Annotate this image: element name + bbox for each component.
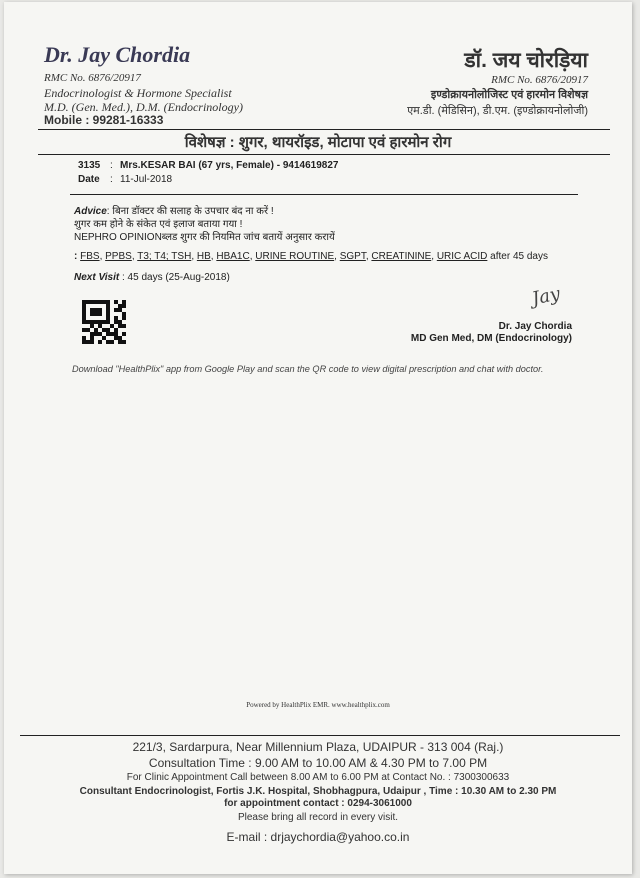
test-item: CREATININE — [371, 251, 432, 262]
specialty-banner: विशेषज्ञ : शुगर, थायरॉइड, मोटापा एवं हारमोन रोग — [184, 134, 452, 151]
signature-scribble: Jay — [530, 283, 563, 310]
patient-details — [120, 160, 338, 171]
doctor-name-hindi: डॉ. जय चोरड़िया — [464, 49, 588, 72]
tests-suffix: after 45 days — [490, 251, 548, 262]
qr-code-icon — [82, 300, 126, 344]
tests-line: : FBS, PPBS, T3; T4; TSH, HB, HBA1C, URINE ROUTINE, SGPT, CREATININE, URIC ACID after 45 days — [74, 251, 548, 262]
test-item: URIC ACID — [436, 251, 488, 262]
footer-appointment: For Clinic Appointment Call between 8.00 AM to 6.00 PM at Contact No. : 7300300633 — [126, 772, 510, 783]
doctor-name-english: Dr. Jay Chordia — [44, 42, 191, 67]
banner-divider — [38, 154, 610, 155]
download-note: Download "HealthPlix" app from Google Play and scan the QR code to view digital prescription and chat with doctor. — [72, 364, 544, 374]
next-visit-value: : 45 days (25-Aug-2018) — [121, 272, 230, 283]
patient-divider — [70, 194, 578, 195]
patient-name: Mrs.KESAR BAI (67 yrs, Female) - 9414619827 — [120, 160, 339, 171]
advice-label: Advice — [74, 206, 107, 217]
footer-consultation-time: Consultation Time : 9.00 AM to 10.00 AM & 4.30 PM to 7.00 PM — [148, 756, 488, 770]
rmc-number-english: RMC No. 6876/20917 — [44, 72, 141, 84]
footer-address: 221/3, Sardarpura, Near Millennium Plaza, UDAIPUR - 313 004 (Raj.) — [132, 740, 504, 754]
footer-hospital-contact: for appointment contact : 0294-3061000 — [224, 798, 412, 809]
footer-divider — [20, 735, 620, 736]
test-item: T3; T4; TSH — [137, 251, 192, 262]
header-divider — [38, 129, 610, 130]
test-item: SGPT — [339, 251, 366, 262]
test-item: URINE ROUTINE — [255, 251, 335, 262]
mobile-number: Mobile : 99281-16333 — [44, 113, 164, 127]
signature-degree: MD Gen Med, DM (Endocrinology) — [410, 333, 572, 344]
powered-by: Powered by HealthPlix EMR. www.healthplix.com — [246, 701, 390, 709]
footer-records: Please bring all record in every visit. — [237, 812, 399, 823]
signature-name: Dr. Jay Chordia — [498, 321, 572, 332]
advice-line-2: शुगर कम होने के संकेत एवं इलाज बताया गया ! — [74, 219, 243, 230]
advice-text-1: : बिना डॉक्टर की सलाह के उपचार बंद ना करें ! — [106, 206, 274, 217]
footer-hospital: Consultant Endocrinologist, Fortis J.K. Hospital, Shobhagpura, Udaipur , Time : 10.30 AM to 2.30 PM — [79, 786, 557, 797]
patient-id: 3135 — [78, 160, 101, 171]
visit-date: 11-Jul-2018 — [120, 174, 173, 185]
next-visit — [74, 272, 230, 283]
next-visit-label: Next Visit — [74, 272, 120, 283]
footer-email: E-mail : drjaychordia@yahoo.co.in — [226, 830, 410, 844]
advice-line-1 — [74, 203, 274, 217]
test-item: PPBS — [105, 251, 132, 262]
advice-line-3: NEPHRO OPINIONब्लड शुगर की नियमित जांच बतायें अनुसार करायें — [74, 232, 335, 243]
date-label: Date — [78, 174, 100, 185]
test-item: FBS — [80, 251, 100, 262]
specialty-english: Endocrinologist & Hormone Specialist — [44, 86, 232, 100]
specialty-hindi: इण्डोक्रायनोलोजिस्ट एवं हारमोन विशेषज्ञ — [430, 89, 588, 101]
prescription-page — [4, 2, 632, 874]
patient-sep: : — [110, 160, 113, 171]
tests-prefix: : — [74, 251, 78, 262]
test-item: HBA1C — [216, 251, 250, 262]
degrees-hindi: एम.डी. (मेडिसिन), डी.एम. (इण्डोक्रायनोलोजी) — [407, 105, 588, 117]
date-sep: : — [110, 174, 113, 185]
rmc-number-hindi: RMC No. 6876/20917 — [491, 74, 588, 86]
degrees-english: M.D. (Gen. Med.), D.M. (Endocrinology) — [44, 100, 243, 114]
test-item: HB — [196, 251, 211, 262]
